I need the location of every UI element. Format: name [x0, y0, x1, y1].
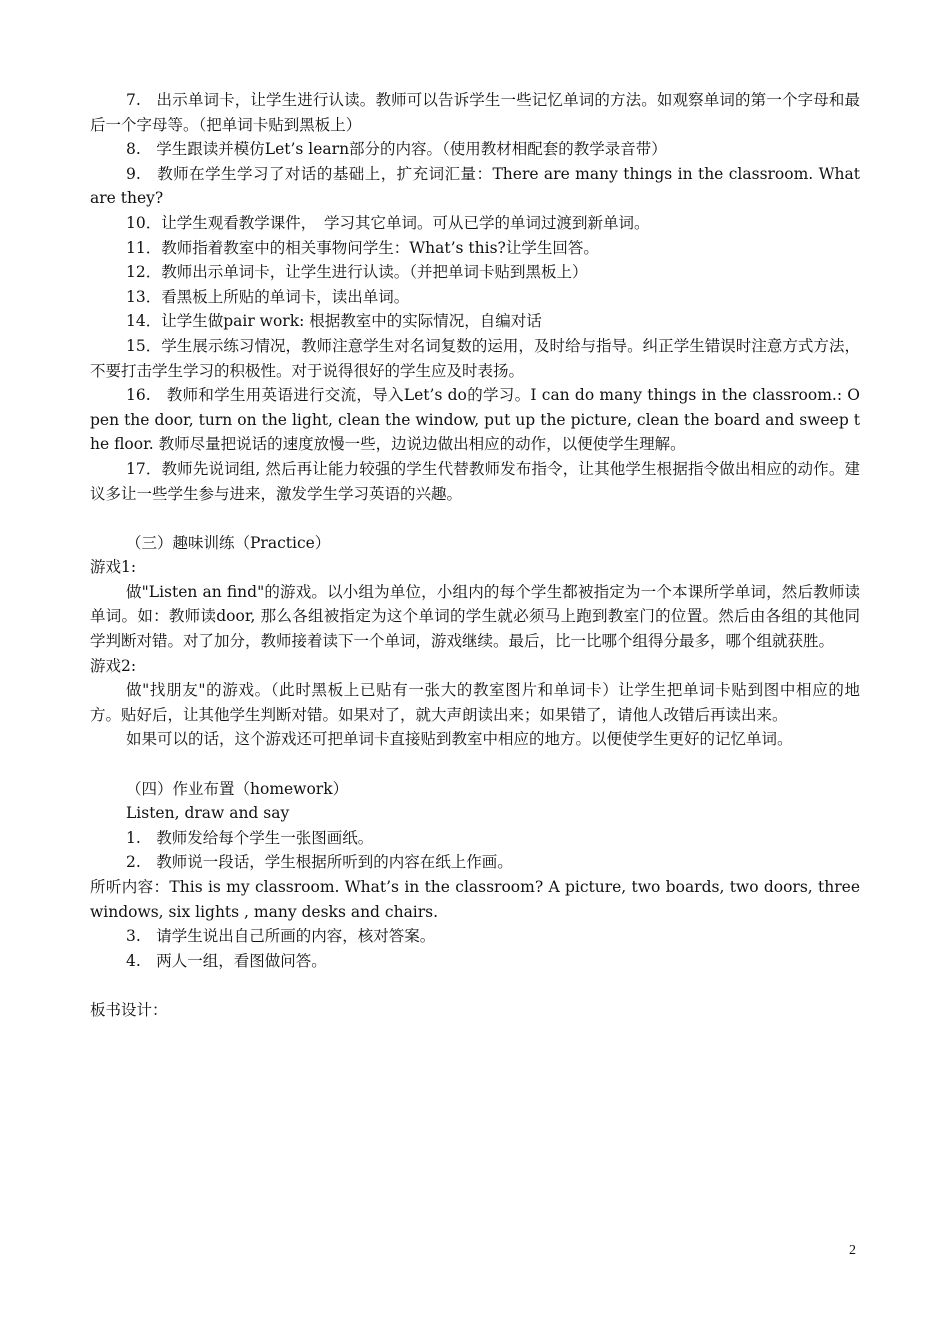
homework-item-1: 1. 教师发给每个学生一张图画纸。 — [126, 828, 374, 847]
game-2-text: 做"找朋友"的游戏。（此时黑板上已贴有一张大的教室图片和单词卡）让学生把单词卡贴到图中相应的地方。贴好后，让其他学生判断对错。如果对了，就大声朗读出来；如果错了，请他人改错后再读出来。 — [90, 681, 860, 724]
board-design-heading: 板书设计： — [90, 1000, 168, 1019]
step-9: 9. 教师在学生学习了对话的基础上，扩充词汇量：There are many things in the classroom. What are they? — [90, 164, 860, 208]
homework-heading: （四）作业布置（homework） — [126, 779, 349, 798]
teaching-steps — [90, 88, 860, 506]
step-16: 16. 教师和学生用英语进行交流，导入Let’s do的学习。I can do many things in the classroom.: Open the door, turn on the light, clean the window, put up the picture, clean the board and sweep the floor. 教师尽量把说话的速度放慢一些，边说边做出相应的动作，以便使学生理解。 — [90, 386, 860, 454]
step-8: 8. 学生跟读并模仿Let’s learn部分的内容。（使用教材相配套的教学录音带） — [126, 140, 667, 159]
step-11: 11．教师指着教室中的相关事物问学生：What’s this?让学生回答。 — [126, 238, 599, 257]
game-1-text: 做"Listen an find"的游戏。以小组为单位，小组内的每个学生都被指定为一个本课所学单词，然后教师读单词。如：教师读door, 那么各组被指定为这个单词的学生就必须马上跑到教室门的位置。然后由各组的其他同学判断对错。对了加分，教师接着读下一个单词，游戏继续。最后，比一比哪个组得分最多，哪个组就获胜。 — [90, 582, 860, 651]
step-12: 12．教师出示单词卡，让学生进行认读。（并把单词卡贴到黑板上） — [126, 263, 588, 282]
practice-section — [90, 531, 860, 752]
homework-subtitle: Listen, draw and say — [126, 804, 290, 823]
step-17: 17．教师先说词组, 然后再让能力较强的学生代替教师发布指令，让其他学生根据指令做出相应的动作。建议多让一些学生参与进来，激发学生学习英语的兴趣。 — [90, 459, 860, 503]
game-2-extra: 如果可以的话，这个游戏还可把单词卡直接贴到教室中相应的地方。以便使学生更好的记忆单词。 — [126, 730, 793, 749]
page-number: 2 — [849, 1243, 856, 1258]
listening-content: 所听内容：This is my classroom. What’s in the classroom? A picture, two boards, two doors, three windows, six lights , many desks and chairs. — [90, 878, 860, 921]
homework-item-4: 4. 两人一组，看图做问答。 — [126, 951, 327, 970]
game-1-label: 游戏1: — [90, 558, 137, 577]
step-10: 10．让学生观看教学课件， 学习其它单词。可从已学的单词过渡到新单词。 — [126, 213, 650, 232]
step-15: 15．学生展示练习情况，教师注意学生对名词复数的运用，及时给与指导。纠正学生错误时注意方式方法，不要打击学生学习的积极性。对于说得很好的学生应及时表扬。 — [90, 336, 860, 380]
homework-section — [90, 777, 860, 974]
game-2-label: 游戏2: — [90, 656, 137, 675]
step-13: 13．看黑板上所贴的单词卡，读出单词。 — [126, 287, 410, 306]
homework-item-2: 2. 教师说一段话，学生根据所听到的内容在纸上作画。 — [126, 853, 513, 872]
homework-item-3: 3. 请学生说出自己所画的内容，核对答案。 — [126, 927, 436, 946]
practice-heading: （三）趣味训练（Practice） — [126, 533, 331, 552]
step-14: 14．让学生做pair work: 根据教室中的实际情况，自编对话 — [126, 312, 542, 331]
step-7: 7. 出示单词卡，让学生进行认读。教师可以告诉学生一些记忆单词的方法。如观察单词的第一个字母和最后一个字母等。（把单词卡贴到黑板上） — [90, 91, 860, 134]
